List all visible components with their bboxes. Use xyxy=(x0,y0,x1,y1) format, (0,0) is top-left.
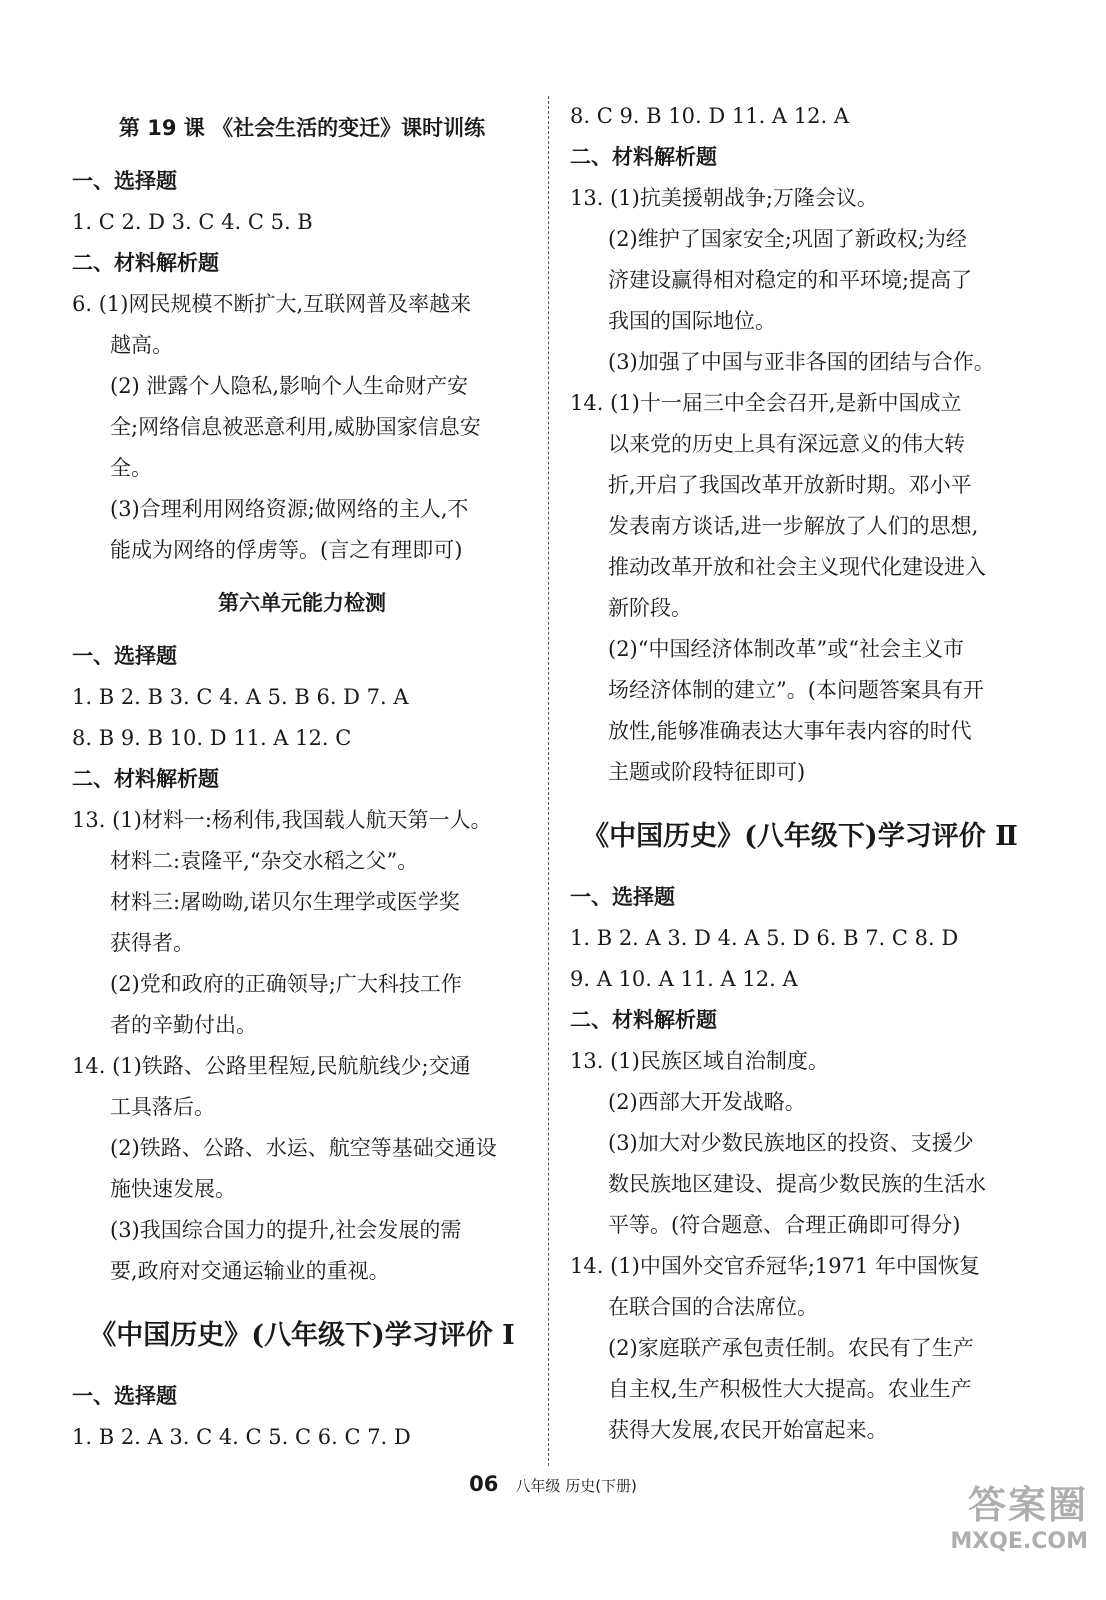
unit-title: 第六单元能力检测 xyxy=(218,591,386,615)
answer-line: 场经济体制的建立”。(本问题答案具有开 xyxy=(608,678,984,702)
answer-line: 1. B 2. A 3. C 4. C 5. C 6. C 7. D xyxy=(72,1425,411,1449)
answer-line: 越高。 xyxy=(110,333,173,357)
answer-line: 1. C 2. D 3. C 4. C 5. B xyxy=(72,210,313,234)
answer-line: 13. (1)抗美援朝战争;万隆会议。 xyxy=(570,186,878,210)
answer-line: 材料二:袁隆平,“杂交水稻之父”。 xyxy=(110,849,419,873)
answer-line: 13. (1)材料一:杨利伟,我国载人航天第一人。 xyxy=(72,808,492,832)
footer-info: 八年级 历史(下册) xyxy=(515,1477,637,1495)
section-heading: 一、选择题 xyxy=(570,885,675,909)
lesson-title: 第 19 课 《社会生活的变迁》课时训练 xyxy=(118,116,486,140)
answer-line: 材料三:屠呦呦,诺贝尔生理学或医学奖 xyxy=(110,890,460,914)
answer-line: (3)加大对少数民族地区的投资、支援少 xyxy=(608,1131,974,1155)
section-heading: 二、材料解析题 xyxy=(570,145,717,169)
answer-line: 全;网络信息被恶意利用,威胁国家信息安 xyxy=(110,415,481,439)
answer-line: 折,开启了我国改革开放新时期。邓小平 xyxy=(608,473,972,497)
answer-line: 8. B 9. B 10. D 11. A 12. C xyxy=(72,726,352,750)
section-heading: 一、选择题 xyxy=(72,1384,177,1408)
answer-line: 发表南方谈话,进一步解放了人们的思想, xyxy=(608,514,979,538)
watermark-text: 答案圈 xyxy=(967,1483,1088,1527)
answer-line: 1. B 2. B 3. C 4. A 5. B 6. D 7. A xyxy=(72,685,409,709)
answer-line: 平等。(符合题意、合理正确即可得分) xyxy=(608,1213,961,1237)
section-heading: 二、材料解析题 xyxy=(570,1008,717,1032)
answer-line: 推动改革开放和社会主义现代化建设进入 xyxy=(608,555,986,579)
answer-line: 获得者。 xyxy=(110,931,194,955)
answer-line: 数民族地区建设、提高少数民族的生活水 xyxy=(608,1172,986,1196)
eval-1-title: 《中国历史》(八年级下)学习评价 Ⅰ xyxy=(89,1320,515,1351)
answer-line: (3)加强了中国与亚非各国的团结与合作。 xyxy=(608,350,995,374)
answer-line: (3)我国综合国力的提升,社会发展的需 xyxy=(110,1218,462,1242)
eval-2-title: 《中国历史》(八年级下)学习评价 Ⅱ xyxy=(582,821,1018,852)
answer-line: (2)党和政府的正确领导;广大科技工作 xyxy=(110,972,462,996)
answer-line: 施快速发展。 xyxy=(110,1177,236,1201)
answer-line: 者的辛勤付出。 xyxy=(110,1013,257,1037)
answer-line: 6. (1)网民规模不断扩大,互联网普及率越来 xyxy=(72,292,472,316)
page-number: 06 xyxy=(469,1472,499,1496)
answer-line: 新阶段。 xyxy=(608,596,692,620)
section-heading: 一、选择题 xyxy=(72,169,177,193)
answer-line: 9. A 10. A 11. A 12. A xyxy=(570,967,798,991)
answer-line: (2)维护了国家安全;巩固了新政权;为经 xyxy=(608,227,967,251)
answer-line: 能成为网络的俘虏等。(言之有理即可) xyxy=(110,538,463,562)
column-divider xyxy=(548,96,549,1466)
answer-line: 14. (1)铁路、公路里程短,民航航线少;交通 xyxy=(72,1054,471,1078)
right-column xyxy=(570,96,1030,1451)
answer-line: 主题或阶段特征即可) xyxy=(608,760,806,784)
answer-line: 在联合国的合法席位。 xyxy=(608,1295,818,1319)
answer-line: 以来党的历史上具有深远意义的伟大转 xyxy=(608,432,965,456)
answer-line: (2)家庭联产承包责任制。农民有了生产 xyxy=(608,1336,974,1360)
answer-line: 我国的国际地位。 xyxy=(608,309,776,333)
answer-line: 要,政府对交通运输业的重视。 xyxy=(110,1259,390,1283)
answer-line: 8. C 9. B 10. D 11. A 12. A xyxy=(570,104,850,128)
answer-line: (3)合理利用网络资源;做网络的主人,不 xyxy=(110,497,469,521)
answer-line: 14. (1)十一届三中全会召开,是新中国成立 xyxy=(570,391,962,415)
answer-line: 工具落后。 xyxy=(110,1095,215,1119)
watermark-logo xyxy=(938,1482,1088,1582)
answer-line: (2) 泄露个人隐私,影响个人生命财产安 xyxy=(110,374,469,398)
answer-line: 获得大发展,农民开始富起来。 xyxy=(608,1418,888,1442)
answer-line: 14. (1)中国外交官乔冠华;1971 年中国恢复 xyxy=(570,1254,981,1278)
answer-line: 放性,能够准确表达大事年表内容的时代 xyxy=(608,719,972,743)
section-heading: 二、材料解析题 xyxy=(72,251,219,275)
section-heading: 二、材料解析题 xyxy=(72,767,219,791)
answer-line: 13. (1)民族区域自治制度。 xyxy=(570,1049,829,1073)
section-heading: 一、选择题 xyxy=(72,644,177,668)
answer-line: (2)“中国经济体制改革”或“社会主义市 xyxy=(608,637,964,661)
answer-line: 自主权,生产积极性大大提高。农业生产 xyxy=(608,1377,972,1401)
answer-line: 济建设赢得相对稳定的和平环境;提高了 xyxy=(608,268,973,292)
answer-line: (2)铁路、公路、水运、航空等基础交通设 xyxy=(110,1136,497,1160)
left-column xyxy=(72,96,532,1458)
answer-line: 全。 xyxy=(110,456,152,480)
answer-line: 1. B 2. A 3. D 4. A 5. D 6. B 7. C 8. D xyxy=(570,926,959,950)
watermark-url: MXQE.COM xyxy=(950,1529,1088,1554)
answer-line: (2)西部大开发战略。 xyxy=(608,1090,806,1114)
